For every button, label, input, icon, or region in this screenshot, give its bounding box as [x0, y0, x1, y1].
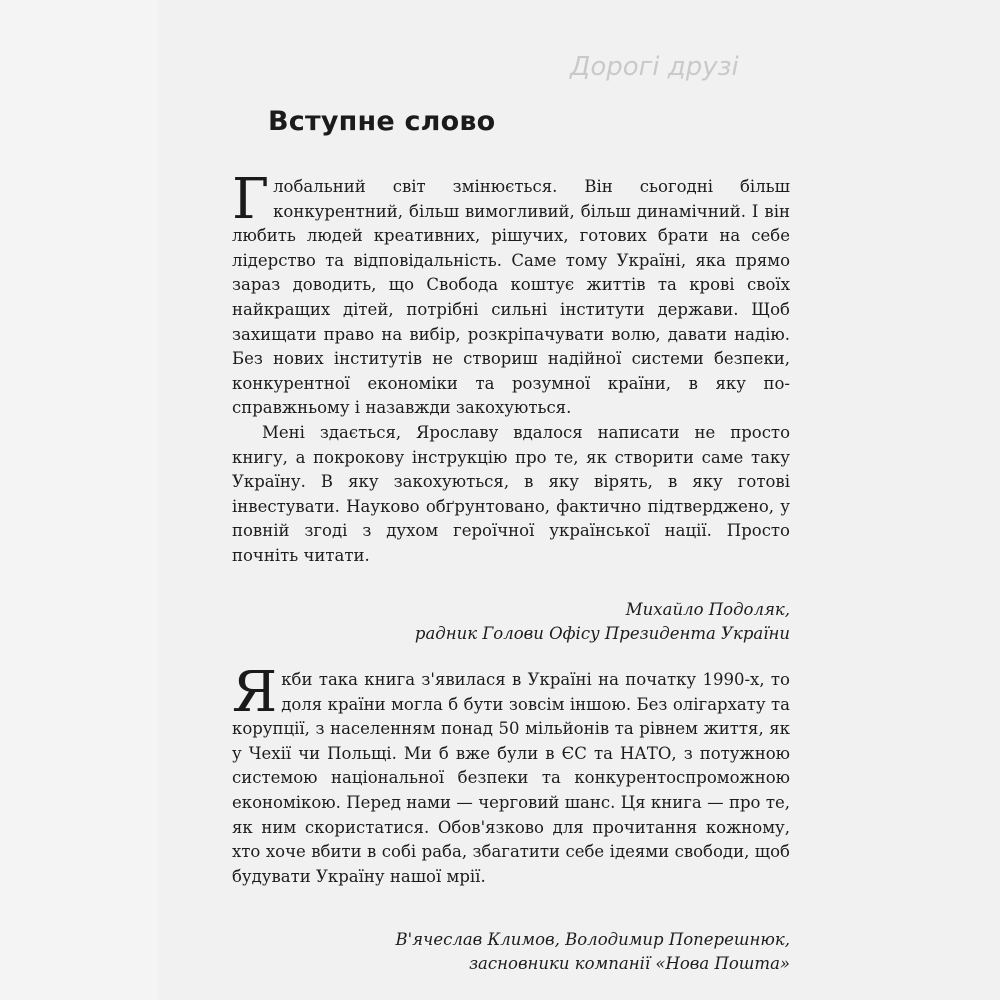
foreword-section-1 [232, 167, 790, 569]
foreword-paragraph-3 [232, 660, 790, 889]
left-page-margin [0, 0, 159, 1000]
foreword-paragraph-2: Мені здається, Ярославу вдалося написати не просто книгу, а покрокову інструкцію про те, як створити саме таку Україну. В яку закохуються, в яку вірять, в яку готові інвестувати. Науково обґрунтовано, фактично підтверджено, у повній згоді з духом героїчної української нації. Просто почніть читати. [232, 422, 790, 565]
page-title: Вступне слово [268, 106, 496, 137]
signature-block-1 [415, 598, 790, 646]
bleed-through-title: Дорогі друзі [570, 52, 739, 82]
foreword-section-2 [232, 660, 790, 889]
paragraph-text: лобальний світ змінюється. Він сьогодні більш конкурентний, більш вимогливий, більш динамічний. І він любить людей креативних, рішучих, готових брати на себе лідерство та відповідальність. Саме тому Україні, яка прямо зараз доводить, що Свобода коштує життів та крові своїх найкращих дітей, потрібні сильні інститути держави. Щоб захищати право на вибір, розкріпачувати волю, давати надію. Без нових інститутів не створиш надійної системи безпеки, конкурентної економіки та розумної країни, в яку по-справжньому і назавжди закохуються. [232, 177, 790, 418]
drop-cap: Г [232, 167, 270, 232]
paragraph-text: кби така книга з'явилася в Україні на початку 1990-х, то доля країни могла б бути зовсім іншою. Без олігархату та корупції, з населенням понад 50 мільйонів та рівнем життя, як у Чехії чи Польщі. Ми б вже були в ЄС та НАТО, з потужною системою національної безпеки та конкурентоспроможною економікою. Перед нами — черговий шанс. Ця книга — про те, як ним скористатися. Обов'язково для прочитання кожному, хто хоче вбити в собі раба, збагатити себе ідеями свободи, щоб будувати Україну нашої мрії. [232, 670, 790, 886]
signature-role: радник Голови Офісу Президента України [414, 624, 790, 643]
drop-cap: Я [232, 660, 278, 725]
signature-block-2 [395, 928, 790, 976]
signature-name: Михайло Подоляк, [625, 600, 790, 619]
signature-role: засновники компанії «Нова Пошта» [469, 954, 790, 973]
foreword-paragraph-1 [232, 167, 790, 421]
signature-names: В'ячеслав Климов, Володимир Поперешнюк, [395, 930, 790, 949]
